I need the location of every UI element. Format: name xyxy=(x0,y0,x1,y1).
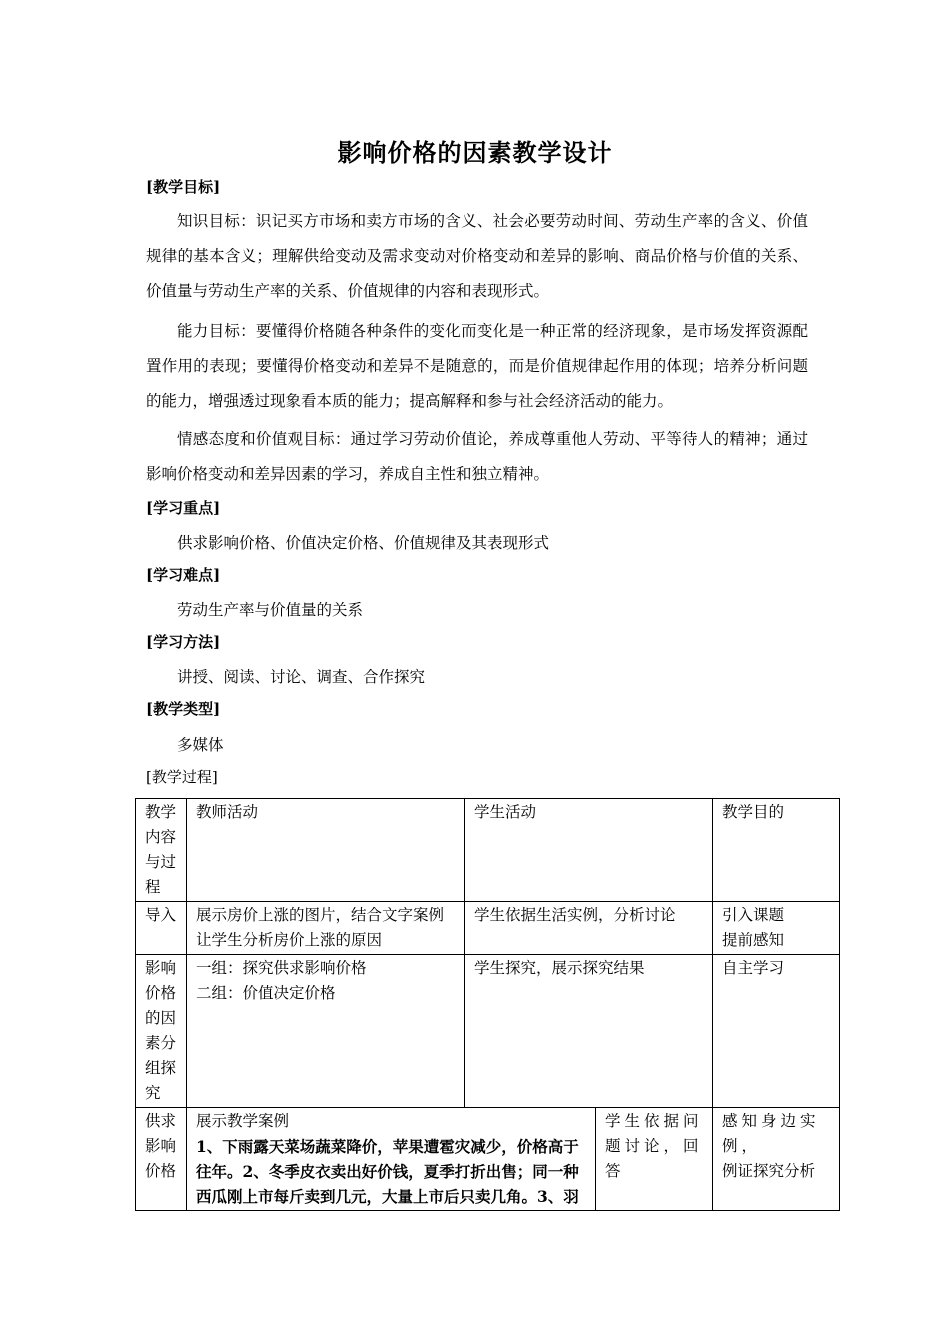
row1-purpose-cell xyxy=(713,902,840,955)
row1-teacher-cell: 展示房价上涨的图片，结合文字案例让学生分析房价上涨的原因 xyxy=(187,902,465,955)
row2-teacher-line2: 二组：价值决定价格 xyxy=(196,984,336,1002)
teaching-process-table xyxy=(135,798,840,1211)
row1-content-cell: 导入 xyxy=(136,902,187,955)
method-heading: [学习方法] xyxy=(146,633,221,651)
row2-content-cell: 影响价格的因素分组探究 xyxy=(136,955,187,1108)
row3-student-cell: 学生依据问题讨论，回答 xyxy=(596,1108,713,1211)
row3-purpose-cell xyxy=(713,1108,840,1211)
focus-text: 供求影响价格、价值决定价格、价值规律及其表现形式 xyxy=(177,534,550,552)
type-text: 多媒体 xyxy=(177,736,224,754)
method-text: 讲授、阅读、讨论、调查、合作探究 xyxy=(177,668,426,686)
type-heading: [教学类型] xyxy=(146,700,221,718)
table-row xyxy=(136,1108,840,1211)
table-row xyxy=(136,955,840,1108)
row3-teacher-line1: 展示教学案例 xyxy=(196,1112,290,1130)
table-row xyxy=(136,902,840,955)
goal-heading: [教学目标] xyxy=(146,178,221,196)
process-heading: [教学过程] xyxy=(146,768,218,786)
row2-purpose-cell: 自主学习 xyxy=(713,955,840,1108)
page-title: 影响价格的因素教学设计 xyxy=(337,138,613,167)
table-header-row xyxy=(136,799,840,902)
row1-student-cell: 学生依据生活实例，分析讨论 xyxy=(465,902,713,955)
row1-purpose-line2: 提前感知 xyxy=(722,931,785,949)
row3-purpose-line1: 感知身边实例， xyxy=(722,1112,820,1155)
header-student-cell: 学生活动 xyxy=(465,799,713,902)
row3-purpose-line2: 例证探究分析 xyxy=(722,1162,816,1180)
goal-knowledge-paragraph: 知识目标：识记买方市场和卖方市场的含义、社会必要劳动时间、劳动生产率的含义、价值规律的基本含义；理解供给变动及需求变动对价格变动和差异的影响、商品价格与价值的关系、价值量与劳动生产率的关系、价值规律的内容和表现形式。 xyxy=(146,212,808,300)
row3-teacher-cell xyxy=(187,1108,596,1211)
row2-teacher-line1: 一组：探究供求影响价格 xyxy=(196,959,367,977)
difficulty-text: 劳动生产率与价值量的关系 xyxy=(177,601,364,619)
header-teacher-cell: 教师活动 xyxy=(187,799,465,902)
goal-emotion-paragraph: 情感态度和价值观目标：通过学习劳动价值论，养成尊重他人劳动、平等待人的精神；通过影响价格变动和差异因素的学习，养成自主性和独立精神。 xyxy=(146,430,808,483)
focus-heading: [学习重点] xyxy=(146,499,221,517)
header-purpose-cell: 教学目的 xyxy=(713,799,840,902)
goal-ability-paragraph: 能力目标：要懂得价格随各种条件的变化而变化是一种正常的经济现象，是市场发挥资源配置作用的表现；要懂得价格变动和差异不是随意的，而是价值规律起作用的体现；培养分析问题的能力，增强透过现象看本质的能力；提高解释和参与社会经济活动的能力。 xyxy=(146,322,808,410)
row3-teacher-case-text: 1、下雨露天菜场蔬菜降价，苹果遭雹灾减少，价格高于往年。2、冬季皮衣卖出好价钱，夏季打折出售；同一种西瓜刚上市每斤卖到几元，大量上市后只卖几角。3、羽 xyxy=(196,1137,579,1206)
row2-teacher-cell xyxy=(187,955,465,1108)
row2-student-cell: 学生探究，展示探究结果 xyxy=(465,955,713,1108)
row3-content-cell: 供求影响价格 xyxy=(136,1108,187,1211)
difficulty-heading: [学习难点] xyxy=(146,566,221,584)
header-content-cell: 教学内容与过程 xyxy=(136,799,187,902)
row1-purpose-line1: 引入课题 xyxy=(722,906,785,924)
